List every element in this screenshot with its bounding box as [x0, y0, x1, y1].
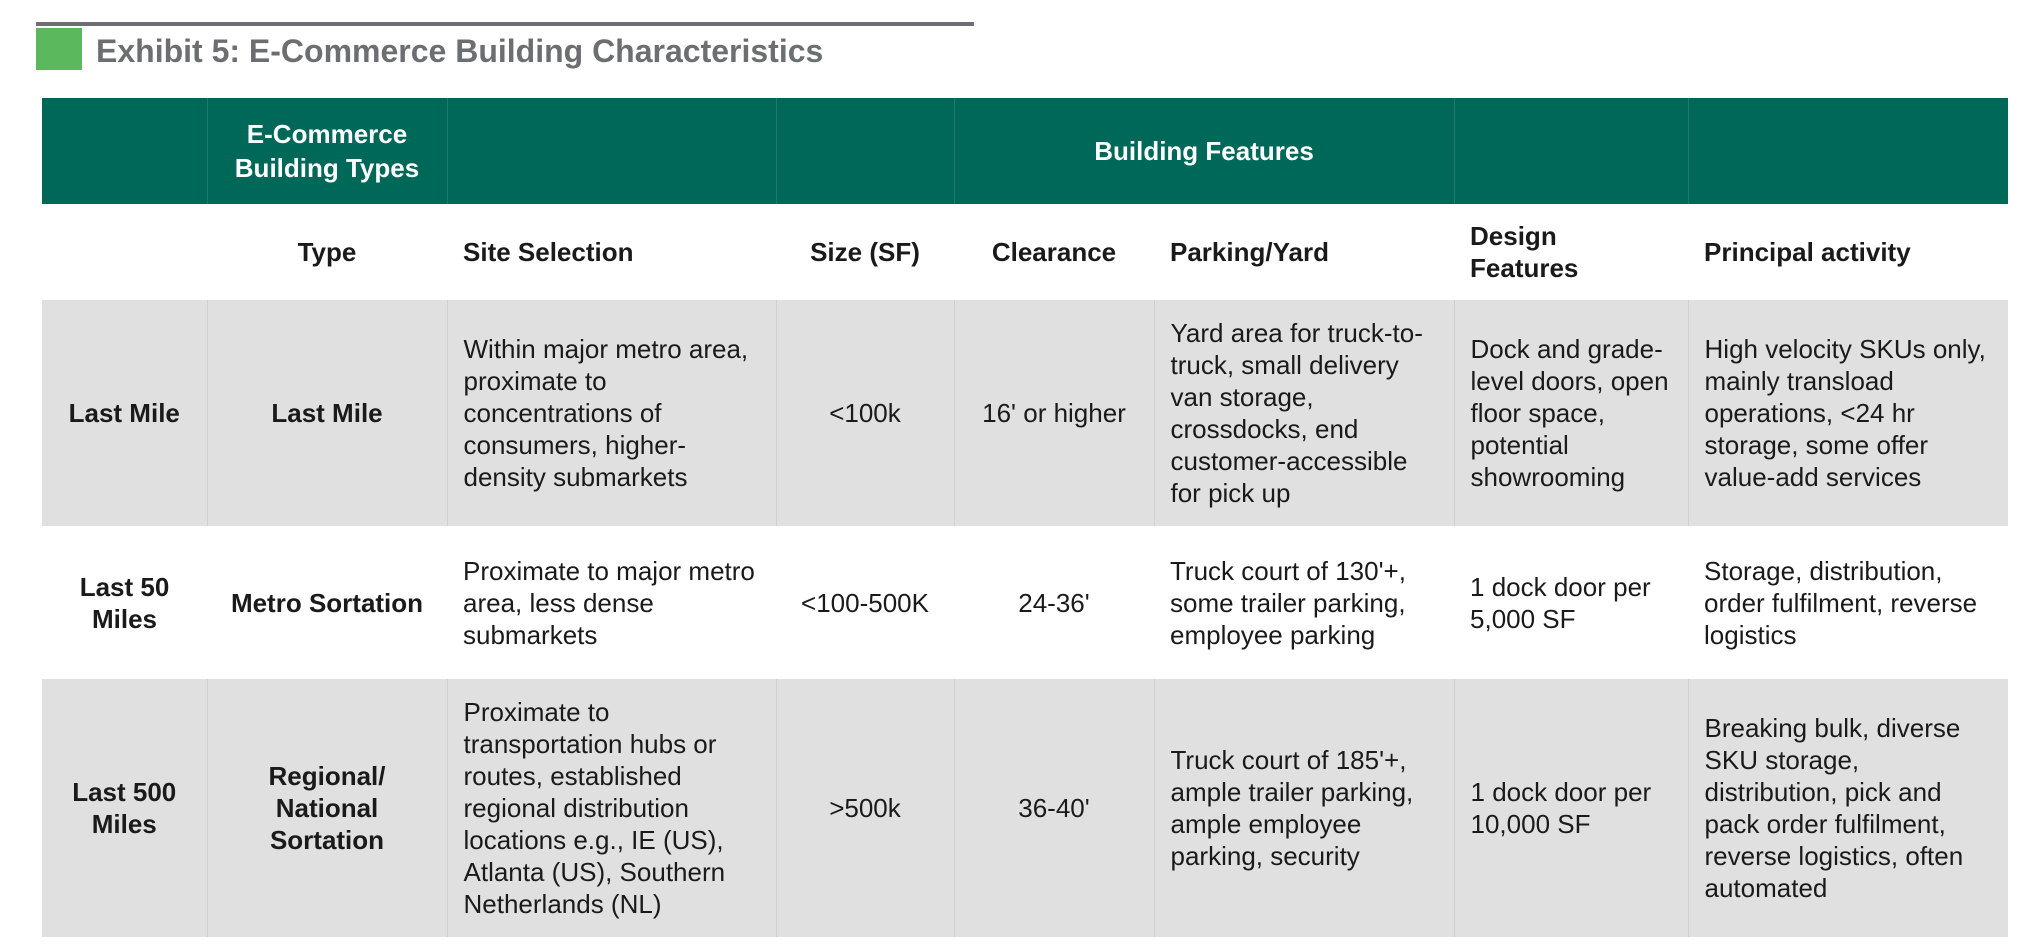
title-rule — [36, 22, 974, 26]
column-header-principal-activity: Principal activity — [1688, 204, 2008, 300]
row-clearance: 36-40' — [954, 679, 1154, 937]
row-category: Last 500 Miles — [42, 679, 207, 937]
row-design-features: 1 dock door per 10,000 SF — [1454, 679, 1688, 937]
exhibit-marker — [36, 28, 82, 70]
group-header-blank — [1688, 98, 2008, 204]
row-category: Last Mile — [42, 300, 207, 526]
row-principal-activity: High velocity SKUs only, mainly transload operations, <24 hr storage, some offer value-add services — [1688, 300, 2008, 526]
row-design-features: Dock and grade-level doors, open floor space, potential showrooming — [1454, 300, 1688, 526]
row-size: <100k — [776, 300, 954, 526]
building-characteristics-table — [42, 98, 2008, 937]
row-type: Last Mile — [207, 300, 447, 526]
row-site-selection: Within major metro area, proximate to concentrations of consumers, higher-density submarkets — [447, 300, 776, 526]
row-size: <100-500K — [776, 526, 954, 679]
column-header-type: Type — [207, 204, 447, 300]
row-clearance: 16' or higher — [954, 300, 1154, 526]
group-header-building-types: E-Commerce Building Types — [207, 98, 447, 204]
column-header-row — [42, 204, 2008, 300]
row-site-selection: Proximate to major metro area, less dense submarkets — [447, 526, 776, 679]
row-type: Regional/ National Sortation — [207, 679, 447, 937]
group-header-blank — [447, 98, 776, 204]
column-header-size: Size (SF) — [776, 204, 954, 300]
group-header-blank — [776, 98, 954, 204]
row-parking-yard: Truck court of 130'+, some trailer parking, employee parking — [1154, 526, 1454, 679]
table-row — [42, 526, 2008, 679]
row-size: >500k — [776, 679, 954, 937]
row-parking-yard: Truck court of 185'+, ample trailer parking, ample employee parking, security — [1154, 679, 1454, 937]
column-header-site-selection: Site Selection — [447, 204, 776, 300]
group-header-building-features: Building Features — [954, 98, 1454, 204]
row-principal-activity: Storage, distribution, order fulfilment, reverse logistics — [1688, 526, 2008, 679]
row-principal-activity: Breaking bulk, diverse SKU storage, distribution, pick and pack order fulfilment, reverse logistics, often automated — [1688, 679, 2008, 937]
row-site-selection: Proximate to transportation hubs or routes, established regional distribution locations e.g., IE (US), Atlanta (US), Southern Netherlands (NL) — [447, 679, 776, 937]
column-header-clearance: Clearance — [954, 204, 1154, 300]
group-header-row — [42, 98, 2008, 204]
group-header-blank — [1454, 98, 1688, 204]
group-header-blank — [42, 98, 207, 204]
column-header-blank — [42, 204, 207, 300]
row-type: Metro Sortation — [207, 526, 447, 679]
row-parking-yard: Yard area for truck-to-truck, small delivery van storage, crossdocks, end customer-accessible for pick up — [1154, 300, 1454, 526]
column-header-parking-yard: Parking/Yard — [1154, 204, 1454, 300]
row-category: Last 50 Miles — [42, 526, 207, 679]
row-design-features: 1 dock door per 5,000 SF — [1454, 526, 1688, 679]
column-header-design-features: Design Features — [1454, 204, 1688, 300]
row-clearance: 24-36' — [954, 526, 1154, 679]
table-row — [42, 300, 2008, 526]
table-row — [42, 679, 2008, 937]
exhibit-title: Exhibit 5: E-Commerce Building Characteristics — [96, 33, 824, 69]
